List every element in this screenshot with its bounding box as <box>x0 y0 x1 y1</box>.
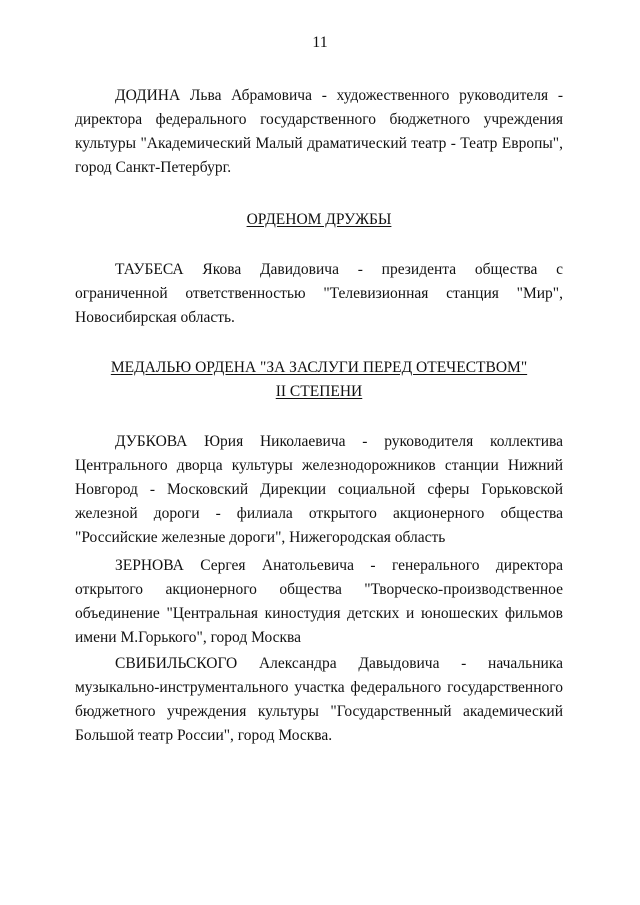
section-heading-medal-line1 <box>75 356 563 380</box>
heading-text: II СТЕПЕНИ <box>275 383 363 400</box>
award-entry-taubes: ТАУБЕСА Якова Давидовича - президента общества с ограниченной ответственностью "Телевизионная станция "Мир", Новосибирская область. <box>75 261 563 326</box>
section-heading-medal-line2 <box>75 380 563 404</box>
page-number: 11 <box>312 34 328 51</box>
section-heading-order-of-friendship <box>75 208 563 232</box>
award-entry-dubkov: ДУБКОВА Юрия Николаевича - руководителя коллектива Центрального дворца культуры железнодорожников станции Нижний Новгород - Московский Дирекции социальной сферы Горьковской железной дороги - филиала открытого акционерного общества "Российские железные дороги", Нижегородская область <box>75 433 563 546</box>
award-entry-dodin: ДОДИНА Льва Абрамовича - художественного руководителя - директора федерального государственного бюджетного учреждения культуры "Академический Малый драматический театр - Театр Европы", город Санкт-Петербург. <box>75 87 563 176</box>
heading-text: ОРДЕНОМ ДРУЖБЫ <box>246 211 392 228</box>
heading-text: МЕДАЛЬЮ ОРДЕНА "ЗА ЗАСЛУГИ ПЕРЕД ОТЕЧЕСТВОМ" <box>110 359 528 376</box>
award-entry-svibilsky: СВИБИЛЬСКОГО Александра Давыдовича - начальника музыкально-инструментального участка федерального государственного бюджетного учреждения культуры "Государственный академический Большой театр России", город Москва. <box>75 655 563 744</box>
award-entry-zernov: ЗЕРНОВА Сергея Анатольевича - генерального директора открытого акционерного общества "Творческо-производственное объединение "Центральная киностудия детских и юношеских фильмов имени М.Горького", город Москва <box>75 557 563 646</box>
